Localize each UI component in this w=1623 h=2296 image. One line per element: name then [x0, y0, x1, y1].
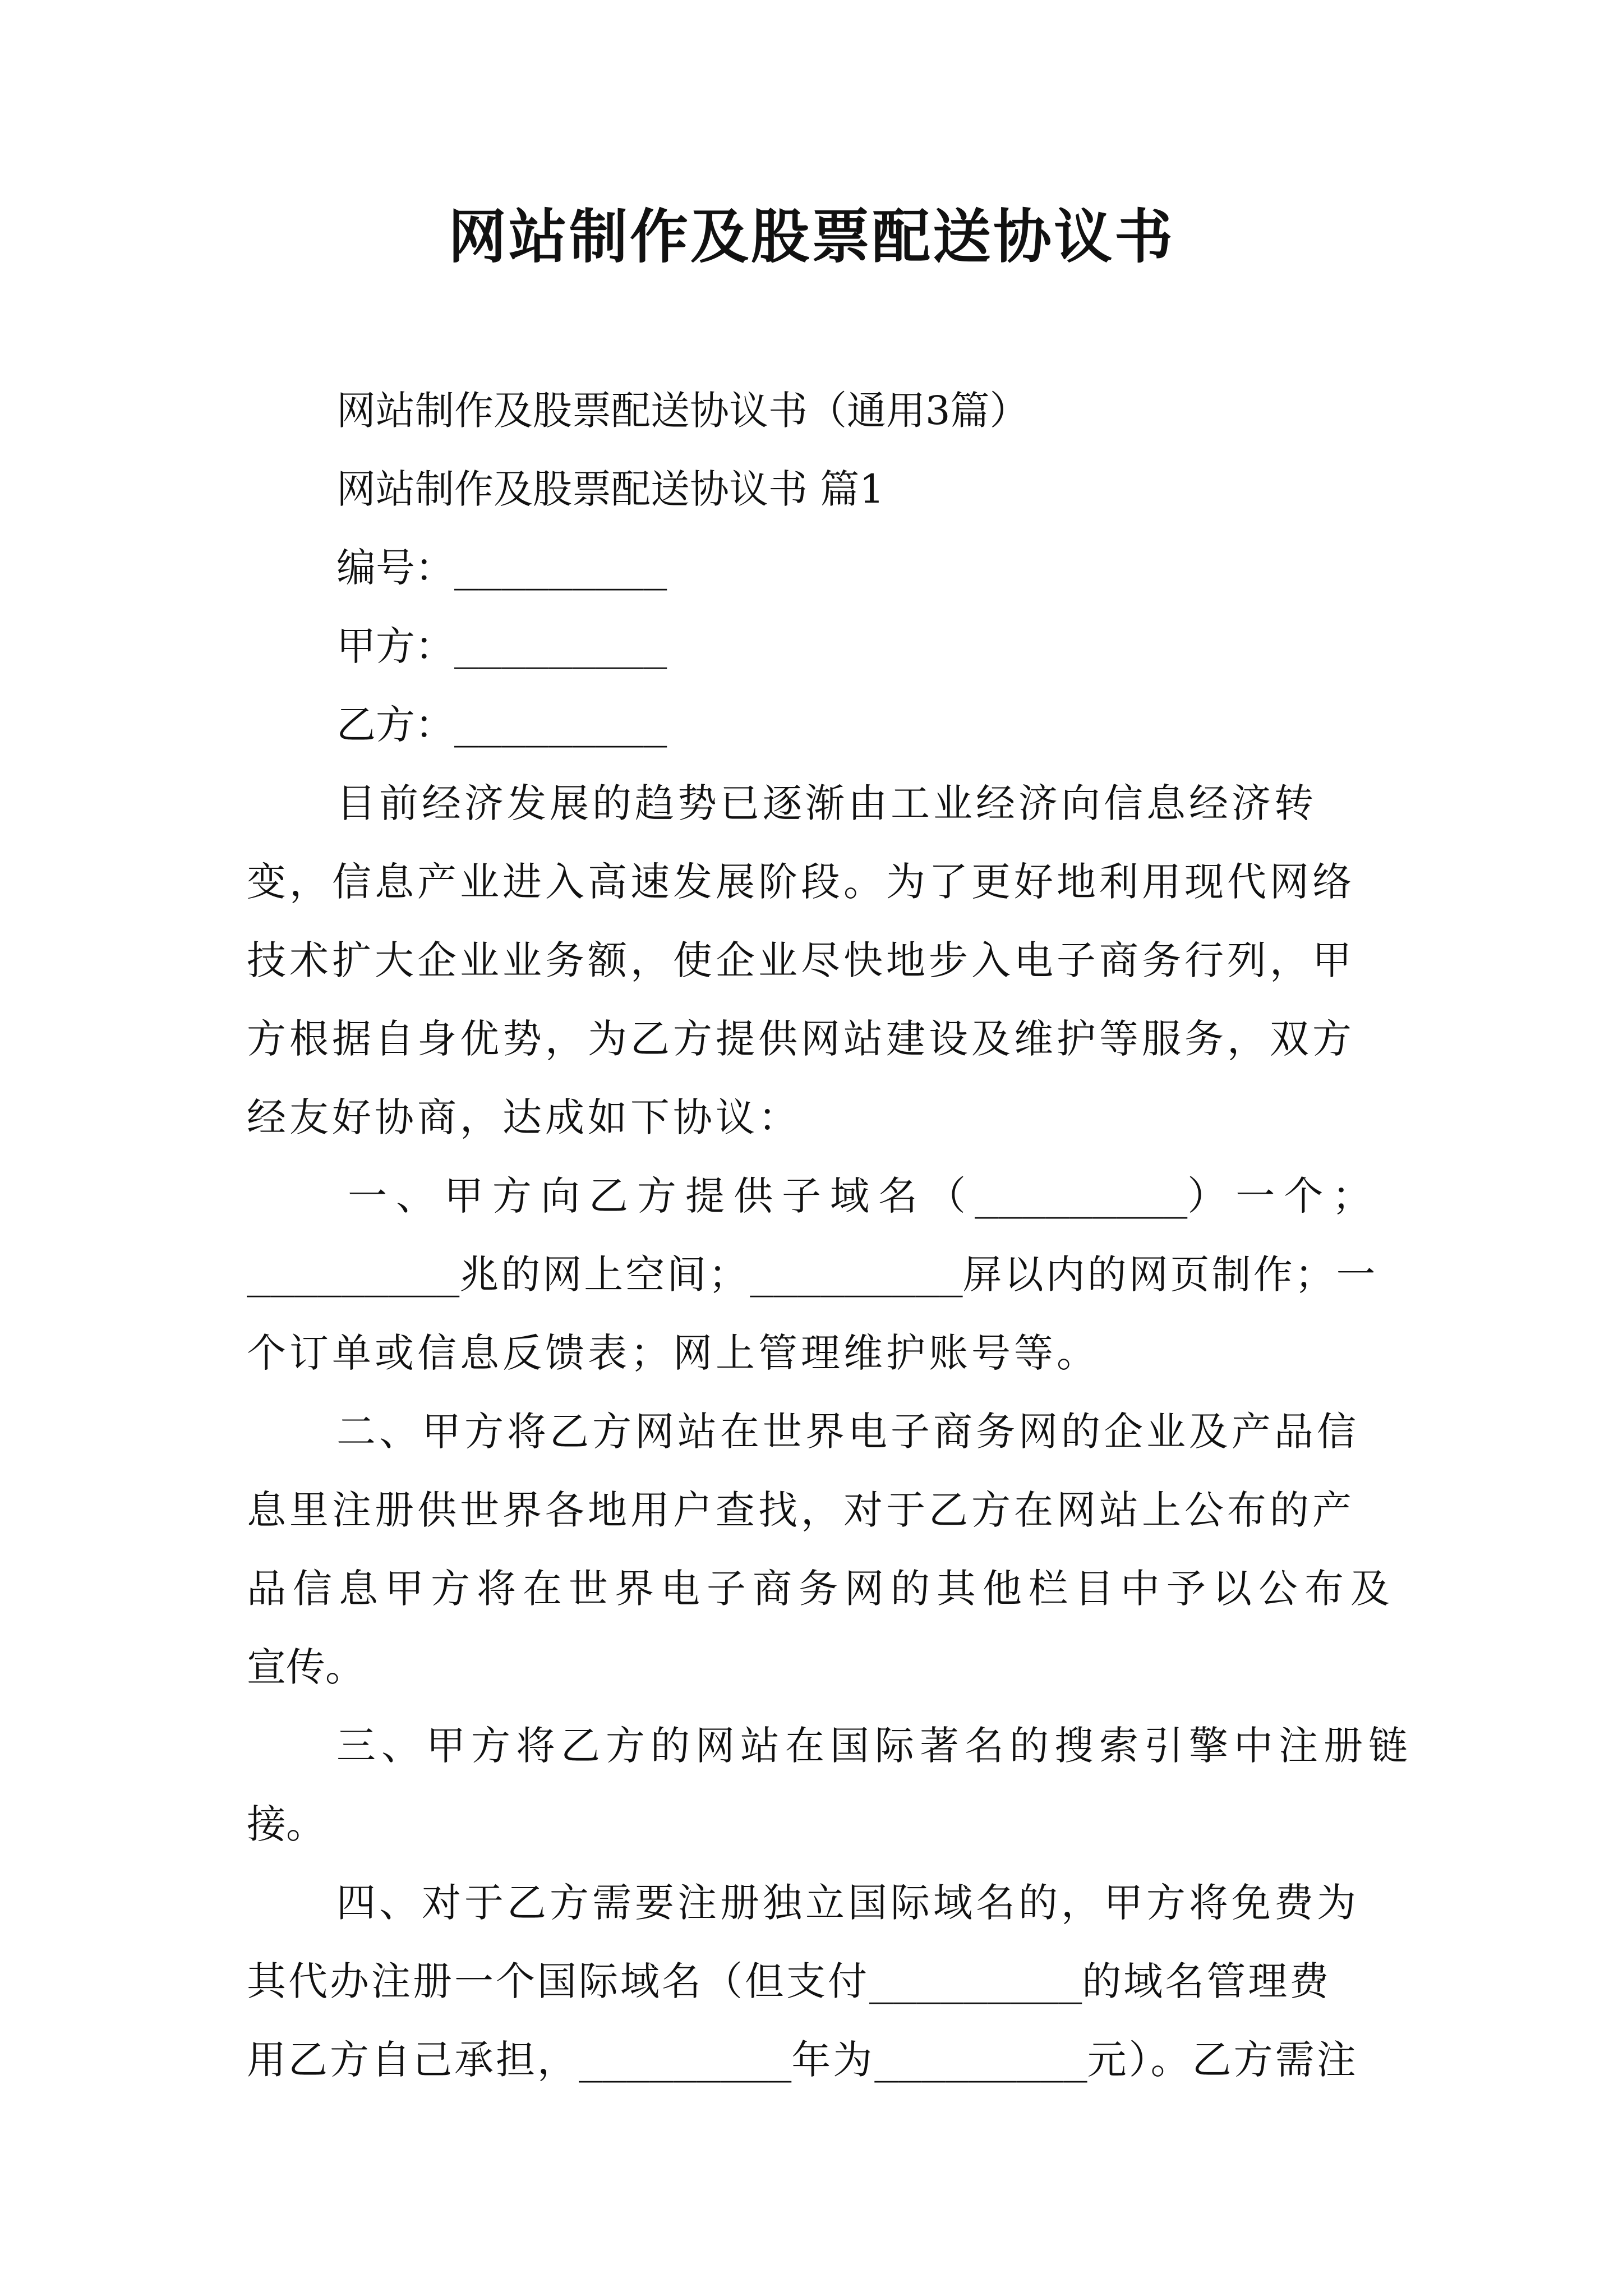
clause-2-line-1: 二、甲方将乙方网站在世界电子商务网的企业及产品信 [336, 1409, 1359, 1455]
amount-blank: _________ [874, 2037, 1087, 2083]
clause-1-line-2 [247, 1246, 1391, 1303]
clause-4-line-1: 四、对于乙方需要注册独立国际域名的，甲方将免费为 [336, 1880, 1359, 1926]
clause-4-text-e: 元）。乙方需注 [1087, 2037, 1358, 2083]
party-a-blank: _________ [454, 623, 667, 669]
clause-1-text-d: 屏以内的网页制作；一 [962, 1251, 1378, 1297]
number-blank: _________ [454, 545, 667, 591]
clause-4-text-d: 年为 [791, 2037, 875, 2083]
clause-4-line-2 [247, 1953, 1391, 2009]
document-title: 网站制作及股票配送协议书 [448, 202, 1175, 271]
clause-1-line-3: 个订单或信息反馈表；网上管理维护账号等。 [247, 1330, 1099, 1376]
intro-line-3: 技术扩大企业业务额，使企业尽快地步入电子商务行列，甲 [247, 937, 1355, 983]
party-a-label: 甲方： [336, 623, 454, 669]
clause-1-text-b: ）一个； [1187, 1173, 1381, 1219]
intro-line-5: 经友好协商，达成如下协议： [247, 1094, 801, 1140]
subdomain-blank: _________ [975, 1173, 1188, 1219]
intro-line-1: 目前经济发展的趋势已逐渐由工业经济向信息经济转 [336, 780, 1317, 826]
page-count-blank: _________ [750, 1251, 963, 1297]
number-field [336, 540, 1481, 596]
clause-4-text-c: 用乙方自己承担， [247, 2037, 579, 2083]
clause-2-line-4: 宣传。 [247, 1644, 365, 1690]
space-size-blank: _________ [247, 1251, 460, 1297]
clause-3-line-1: 三、甲方将乙方的网站在国际著名的搜索引擎中注册链 [336, 1723, 1413, 1769]
section-heading: 网站制作及股票配送协议书 篇1 [336, 466, 884, 512]
clause-3-line-2: 接。 [247, 1801, 325, 1847]
clause-1-line-1 [348, 1168, 1492, 1224]
intro-line-4: 方根据自身优势，为乙方提供网站建设及维护等服务，双方 [247, 1016, 1355, 1062]
clause-2-line-3: 品信息甲方将在世界电子商务网的其他栏目中予以公布及 [247, 1566, 1396, 1612]
subtitle: 网站制作及股票配送协议书（通用3篇） [336, 388, 1029, 434]
clause-4-line-3 [247, 2032, 1391, 2088]
party-b-blank: _________ [454, 702, 667, 748]
party-b-field [336, 697, 1481, 753]
clause-1-text-a: 一、甲方向乙方提供子域名（ [348, 1173, 975, 1219]
number-label: 编号： [336, 545, 454, 591]
intro-line-2: 变，信息产业进入高速发展阶段。为了更好地利用现代网络 [247, 859, 1355, 905]
clause-4-text-a: 其代办注册一个国际域名（但支付 [247, 1958, 869, 2004]
clause-2-line-2: 息里注册供世界各地用户查找，对于乙方在网站上公布的产 [247, 1487, 1355, 1533]
domain-fee-blank: _________ [869, 1958, 1082, 2004]
party-a-field [336, 618, 1481, 674]
clause-4-text-b: 的域名管理费 [1082, 1958, 1331, 2004]
clause-1-text-c: 兆的网上空间； [459, 1251, 750, 1297]
party-b-label: 乙方： [336, 702, 454, 748]
years-blank: _________ [579, 2037, 792, 2083]
